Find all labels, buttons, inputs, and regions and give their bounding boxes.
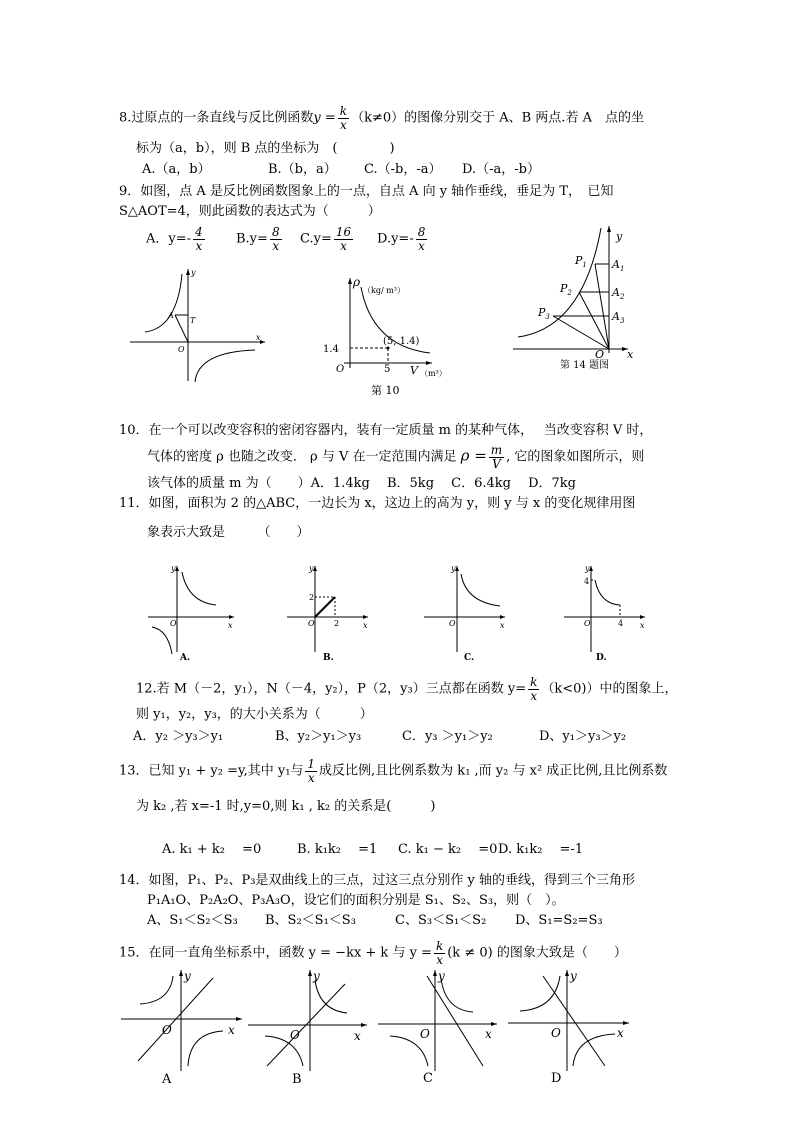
svg-text:O: O — [170, 619, 177, 628]
fig14-label-a1: $A_1$ — [612, 258, 625, 273]
svg-text:4: 4 — [618, 619, 624, 628]
fig14-caption: 第 14 题图 — [560, 360, 610, 370]
q9-option-c: C.y= $\frac{16}{x}$ — [300, 225, 352, 253]
q13-line1: 13．已知 y₁ + y₂ =y,其中 y₁与 $\frac{1}{x}$ 成反比例,且比例系数为 k₁ ,而 y₂ 与 x² 成正比例,且比例系数 — [119, 757, 668, 785]
fig9-curve-right — [195, 350, 255, 382]
svg-text:y: y — [585, 564, 590, 573]
fig10-label-rho: ρ — [353, 275, 361, 289]
svg-text:x: x — [617, 1026, 624, 1040]
svg-text:y: y — [438, 969, 445, 983]
fig10-label-point: (5, 1.4) — [383, 336, 420, 347]
fig9-label-x: x — [256, 333, 261, 342]
svg-text:x: x — [228, 621, 233, 630]
fig9-label-o: O — [178, 345, 185, 354]
q12-option-a: A．y₂ ＞y₃＞y₁ — [133, 729, 224, 744]
svg-text:y: y — [451, 564, 456, 573]
svg-text:x: x — [500, 621, 505, 630]
svg-text:y: y — [184, 969, 191, 983]
q14-line1: 14．如图，P₁、P₂、P₃是双曲线上的三点，过这三点分别作 y 轴的垂线，得到三个三角形 — [119, 873, 636, 888]
fig9-label-a: A — [168, 311, 174, 320]
q15-graph-a — [118, 966, 248, 1088]
svg-text:C: C — [423, 1071, 433, 1086]
q11-graph-a — [144, 562, 239, 662]
svg-text:O: O — [449, 619, 456, 628]
q11-graph-b — [283, 562, 378, 662]
svg-text:B.: B. — [323, 653, 334, 662]
svg-text:A: A — [162, 1072, 172, 1087]
q8-text-post: （k≠0）的图像分别交于 A、B 两点.若 A 点的坐 — [351, 110, 644, 126]
q14-option-a: A、S₁＜S₂＜S₃ — [147, 913, 238, 928]
q15-graph-b — [245, 966, 375, 1088]
q12-line2: 则 y₁，y₂，y₃，的大小关系为（ ） — [136, 707, 373, 722]
q9-option-b: B.y= $\frac{8}{x}$ — [236, 225, 280, 253]
q9-option-a: A．y=- $\frac{4}{x}$ — [146, 225, 203, 253]
q8-line2: 标为（a，b），则 B 点的坐标为 ( ) — [136, 141, 395, 156]
fig10-graph — [320, 272, 460, 384]
q14-option-d: D、S₁=S₂=S₃ — [515, 913, 603, 928]
q8-text-pre: 8.过原点的一条直线与反比例函数 — [119, 110, 314, 126]
svg-text:y: y — [309, 564, 314, 573]
fig14-label-a3: $A_3$ — [612, 310, 625, 325]
fig10-label-unit-v: （m³） — [420, 369, 447, 378]
q13-option-d: D. k₁k₂ =-1 — [498, 842, 584, 857]
q11-graph-d — [560, 562, 655, 662]
q12-option-c: C．y₃ ＞y₁＞y₂ — [402, 729, 493, 744]
svg-text:2: 2 — [334, 619, 340, 628]
fig10-caption: 第 10 — [371, 384, 400, 397]
q10-line3: 该气体的质量 m 为（ ）A．1.4kg B．5kg C．6.4kg D．7kg — [147, 476, 576, 491]
fig14-graph — [508, 220, 648, 370]
fig14-label-p1: $P_1$ — [575, 254, 587, 269]
q15-line1: 15．在同一直角坐标系中，函数 y = −kx + k 与 y = $\frac{k}{x}$ (k ≠ 0) 的图象大致是（ ） — [119, 939, 627, 967]
svg-text:C.: C. — [464, 653, 475, 662]
q12-option-d: D、y₁＞y₃＞y₂ — [539, 729, 627, 744]
svg-text:O: O — [308, 619, 315, 628]
fig14-label-a2: $A_2$ — [612, 286, 625, 301]
q10-line1: 10．在一个可以改变容积的密闭容器内，装有一定质量 m 的某种气体， 当改变容积 V 时， — [119, 423, 653, 438]
fig10-label-unit-rho: （kg/ m³） — [363, 286, 405, 295]
q9-line1: 9．如图，点 A 是反比例函数图象上的一点，自点 A 向 y 轴作垂线，垂足为 T， 已知 — [119, 184, 614, 199]
svg-text:y: y — [171, 564, 176, 573]
fig14-label-x: x — [627, 348, 634, 361]
q14-line2: P₁A₁O、P₂A₂O、P₃A₃O，设它们的面积分别是 S₁、S₂、S₃，则（ ）。 — [147, 893, 565, 908]
svg-text:O: O — [551, 1026, 561, 1040]
q13-option-a: A. k₁ + k₂ =0 — [162, 842, 262, 857]
q8-option-b: B.（b，a） — [268, 162, 337, 177]
fig10-label-14: 1.4 — [323, 344, 339, 355]
q9-line2: S△AOT=4，则此函数的表达式为（ ） — [119, 204, 381, 219]
svg-text:x: x — [640, 621, 645, 630]
q14-option-c: C、S₃＜S₁＜S₂ — [395, 913, 487, 928]
svg-text:y: y — [570, 969, 577, 983]
svg-text:D.: D. — [596, 653, 607, 662]
fig10-label-v: V — [410, 364, 418, 377]
q14-option-b: B、S₂＜S₁＜S₃ — [265, 913, 356, 928]
svg-text:x: x — [354, 1029, 361, 1043]
fig10-label-o: O — [336, 364, 345, 375]
q13-option-b: B. k₁k₂ =1 — [297, 842, 378, 857]
svg-text:D: D — [551, 1071, 562, 1086]
svg-text:O: O — [290, 1028, 300, 1042]
svg-text:x: x — [485, 1027, 492, 1041]
svg-text:A.: A. — [180, 653, 191, 662]
q11-line2: 象表示大致是 （ ） — [147, 525, 310, 540]
svg-text:O: O — [584, 619, 591, 628]
fig9-graph — [125, 266, 270, 384]
q8-y-eq: y = — [313, 110, 336, 126]
fig14-label-y: y — [616, 230, 623, 243]
q12-line1: 12.若 M（－2，y₁），N（－4，y₂），P（2，y₃）三点都在函数 y= $\frac{k}{x}$ （k<0)）中的图象上， — [136, 675, 678, 703]
svg-text:x: x — [363, 621, 368, 630]
svg-text:B: B — [292, 1072, 302, 1087]
svg-text:y: y — [313, 969, 320, 983]
fig14-label-o: O — [595, 348, 605, 361]
svg-text:O: O — [162, 1023, 172, 1037]
fig14-label-p3: $P_3$ — [538, 306, 550, 321]
q15-graph-d — [505, 966, 635, 1088]
q11-line1: 11．如图，面积为 2 的△ABC，一边长为 x，这边上的高为 y，则 y 与 x 的变化规律用图 — [119, 496, 636, 511]
fig10-label-5: 5 — [384, 364, 391, 375]
fig9-curve-left — [145, 274, 182, 332]
q15-graph-c — [375, 966, 505, 1088]
q8-fraction: $\frac{k}{x}$ — [339, 104, 348, 132]
q13-line2: 为 k₂ ,若 x=-1 时,y=0,则 k₁ , k₂ 的关系是( ) — [136, 799, 436, 814]
q9-option-d: D.y=- $\frac{8}{x}$ — [377, 225, 426, 253]
q8-option-a: A.（a，b） — [142, 162, 211, 177]
svg-text:2: 2 — [309, 593, 315, 602]
svg-text:4: 4 — [584, 577, 590, 586]
q8-option-c: C.（-b，-a） — [364, 162, 442, 177]
q10-line2: 气体的密度 ρ 也随之改变． ρ 与 V 在一定范围内满足 ρ = $\frac{m}{V}$ , 它的图象如图所示，则 — [147, 443, 645, 471]
q8-option-d: D.（-a，-b） — [462, 162, 540, 177]
fig14-label-p2: $P_2$ — [560, 282, 572, 297]
q13-option-c: C. k₁ − k₂ =0 — [398, 842, 498, 857]
fig9-label-t: T — [190, 316, 196, 325]
q11-graph-c — [420, 562, 515, 662]
q12-option-b: B、y₂＞y₁＞y₃ — [275, 729, 362, 744]
q8-line1 — [119, 105, 644, 131]
svg-text:x: x — [228, 1023, 235, 1037]
fig9-label-y: y — [191, 268, 196, 277]
svg-text:O: O — [420, 1027, 430, 1041]
